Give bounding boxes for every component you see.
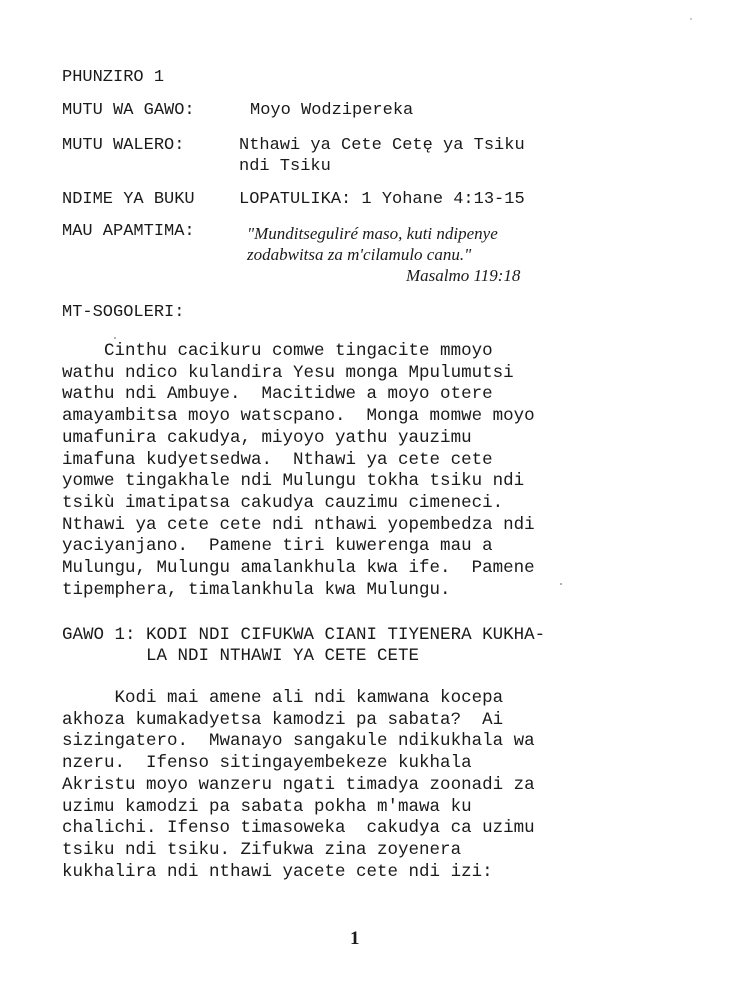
memory-verse-reference: Masalmo 119:18 <box>406 266 521 285</box>
row-key-memory-verse: MAU APAMTIMA: <box>62 222 195 241</box>
row-key-scripture: NDIME YA BUKU <box>62 190 195 209</box>
lesson-title: PHUNZIRO 1 <box>62 68 165 87</box>
section-heading: GAWO 1: KODI NDI CIFUKWA CIANI TIYENERA KUKHA- LA NDI NTHAWI YA CETE CETE <box>62 625 546 666</box>
memory-verse-text: "Munditseguliré maso, kuti ndipenye zodabwitsa za m'cilamulo canu." <box>247 224 498 264</box>
row-key-unit: MUTU WA GAWO: <box>62 101 195 120</box>
leader-paragraph: Cinthu cacikuru comwe tingacite mmoyo wathu ndico kulandira Yesu monga Mpulumutsi wathu ndi Ambuye. Macitidwe a moyo otere amayambitsa moyo watscpano. Monga momwe moyo umafunira cakudya, miyoyo yathu yauzimu imafuna kudyetsedwa. Nthawi ya cete cete yomwe tingakhale ndi Mulungu tokha tsiku ndi tsikù imatipatsa cakudya cauzimu cimeneci. Nthawi ya cete cete ndi nthawi yopembedza ndi yaciyanjano. Pamene tiri kuwerenga mau a Mulungu, Mulungu amalankhula kwa ife. Pamene tipemphera, timalankhula kwa Mulungu. <box>62 341 535 600</box>
row-key-topic: MUTU WALERO: <box>62 136 185 155</box>
section-paragraph: Kodi mai amene ali ndi kamwana kocepa akhoza kumakadyetsa kamodzi pa sabata? Ai sizingatero. Mwanayo sangakule ndikukhala wa nzeru. Ifenso sitingayembekeze kukhala Akristu moyo wanzeru ngati timadya zoonadi za uzimu kamodzi pa sabata pokha m'mawa ku chalichi. Ifenso timasoweka cakudya ca uzimu tsiku ndi tsiku. Zifukwa zina zoyenera kukhalira ndi nthawi yacete cete ndi izi: <box>62 688 535 882</box>
row-value-scripture: LOPATULIKA: 1 Yohane 4:13-15 <box>239 190 525 209</box>
page-number: 1 <box>350 928 360 949</box>
ink-speck <box>690 18 692 20</box>
row-value-topic: Nthawi ya Cete Cetę ya Tsiku ndi Tsiku <box>239 136 525 176</box>
ink-speck <box>114 337 116 339</box>
ink-speck <box>560 583 562 585</box>
leader-heading: MT-SOGOLERI: <box>62 303 185 322</box>
row-value-unit: Moyo Wodzipereka <box>250 101 414 120</box>
